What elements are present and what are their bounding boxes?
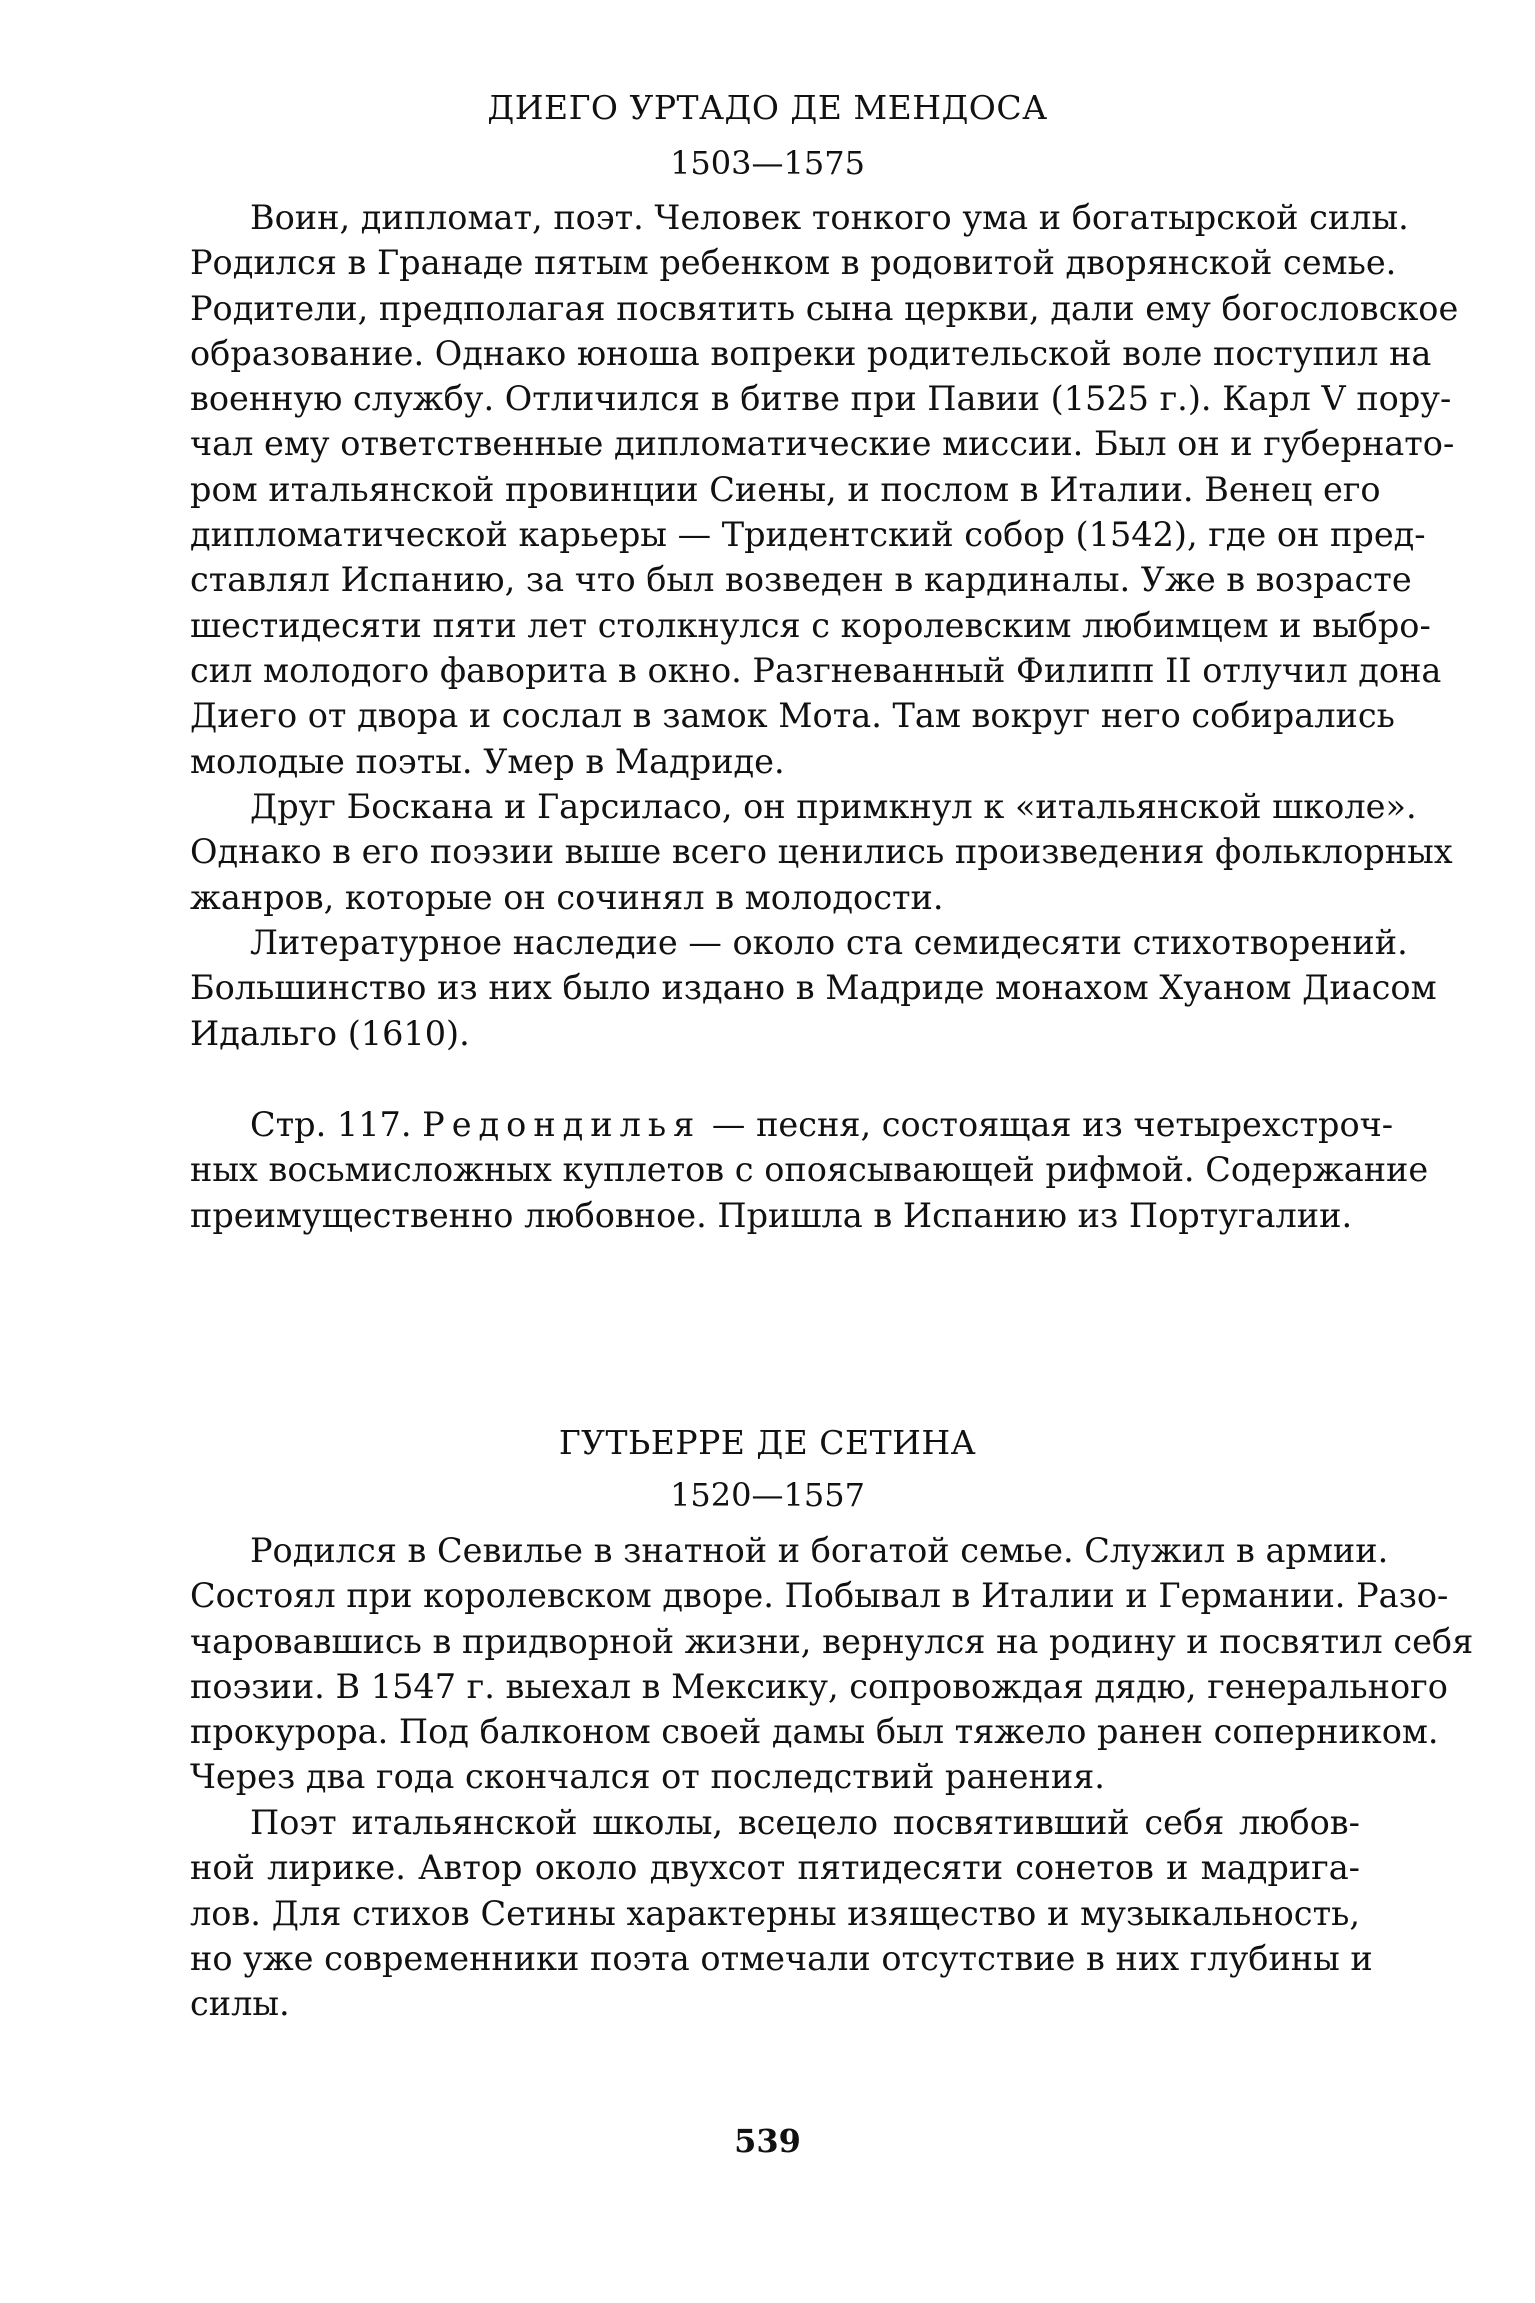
text-line: Родители, предполагая посвятить сына церкви, дали ему богословское — [190, 288, 1459, 328]
text-line: силы. — [190, 1984, 290, 2024]
text-line: молодые поэты. Умер в Мадриде. — [190, 741, 785, 781]
text-line: Через два года скончался от последствий ранения. — [190, 1757, 1105, 1797]
section-heading-cetina: ГУТЬЕРРЕ ДЕ СЕТИНА — [558, 1423, 977, 1462]
text-line: жанров, которые он сочинял в молодости. — [190, 877, 944, 917]
text-line: Поэт итальянской школы, всецело посвятивший себя любов- — [250, 1803, 1360, 1842]
section-dates-mendoza: 1503—1575 — [670, 144, 865, 182]
text-line: Родился в Севилье в знатной и богатой семье. Служил в армии. — [250, 1531, 1389, 1570]
text-line: Воин, дипломат, поэт. Человек тонкого ума и богатырской силы. — [250, 198, 1409, 237]
text-line: Большинство из них было издано в Мадриде монахом Хуаном Диасом — [190, 968, 1437, 1008]
text-line: ной лирике. Автор около двухсот пятидесяти сонетов и мадрига- — [190, 1848, 1360, 1888]
text-line: военную службу. Отличился в битве при Павии (1525 г.). Карл V пору- — [190, 379, 1452, 419]
paragraph-mendoza-3 — [190, 920, 1437, 1056]
text-line: Состоял при королевском дворе. Побывал в Италии и Германии. Разо- — [190, 1576, 1449, 1616]
text-line: сил молодого фаворита в окно. Разгневанный Филипп II отлучил дона — [190, 650, 1442, 690]
text-line: чаровавшись в придворной жизни, вернулся на родину и посвятил себя — [190, 1621, 1474, 1661]
text-line: но уже современники поэта отмечали отсутствие в них глубины и — [190, 1938, 1373, 1978]
text-line: поэзии. В 1547 г. выехал в Мексику, сопровождая дядю, генерального — [190, 1666, 1448, 1706]
footnote-term: Редондилья — [422, 1105, 702, 1144]
text-line: Литературное наследие — около ста семидесяти стихотворений. — [250, 923, 1408, 962]
text-line: преимущественно любовное. Пришла в Испанию из Португалии. — [190, 1195, 1353, 1235]
section-dates-cetina: 1520—1557 — [670, 1476, 865, 1514]
text-line: чал ему ответственные дипломатические миссии. Был он и губернато- — [190, 424, 1455, 464]
text-line: ных восьмисложных куплетов с опоясывающей рифмой. Содержание — [190, 1150, 1429, 1190]
paragraph-mendoza-1 — [190, 195, 1459, 784]
footnote-page-ref: Стр. 117. — [250, 1105, 412, 1144]
footnote-line-1 — [190, 1102, 1394, 1147]
text-line: ром итальянской провинции Сиены, и послом в Италии. Венец его — [190, 469, 1381, 509]
text-line: дипломатической карьеры — Тридентский собор (1542), где он пред- — [190, 515, 1426, 555]
text-line: прокурора. Под балконом своей дамы был тяжело ранен соперником. — [190, 1712, 1439, 1752]
text-line: Идальго (1610). — [190, 1013, 470, 1053]
text-line: шестидесяти пяти лет столкнулся с королевским любимцем и выбро- — [190, 605, 1431, 645]
section-heading-mendoza: ДИЕГО УРТАДО ДЕ МЕНДОСА — [487, 88, 1048, 127]
text-line: Родился в Гранаде пятым ребенком в родовитой дворянской семье. — [190, 243, 1397, 283]
paragraph-cetina-1 — [190, 1528, 1474, 1800]
footnote-redondilla — [190, 1102, 1429, 1238]
text-line: лов. Для стихов Сетины характерны изящество и музыкальность, — [190, 1893, 1360, 1933]
footnote-definition: — песня, состоящая из четырехстроч- — [711, 1105, 1394, 1144]
text-line: образование. Однако юноша вопреки родительской воле поступил на — [190, 333, 1432, 373]
text-line: ставлял Испанию, за что был возведен в кардиналы. Уже в возрасте — [190, 560, 1412, 600]
text-line: Друг Боскана и Гарсиласо, он примкнул к «итальянской школе». — [250, 787, 1417, 826]
text-line: Диего от двора и сослал в замок Мота. Там вокруг него собирались — [190, 696, 1395, 736]
paragraph-mendoza-2 — [190, 784, 1453, 920]
paragraph-cetina-2 — [190, 1800, 1373, 2026]
page-number: 539 — [734, 2122, 801, 2160]
text-line: Однако в его поэзии выше всего ценились произведения фольклорных — [190, 832, 1453, 872]
